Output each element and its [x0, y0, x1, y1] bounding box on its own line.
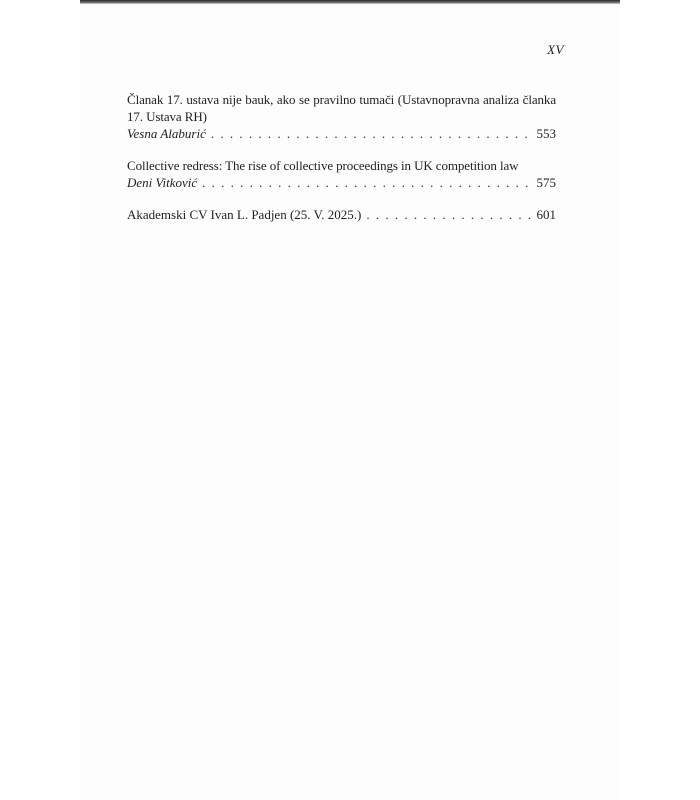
toc-entry[interactable]: [127, 206, 556, 223]
page-number: XV: [547, 42, 564, 57]
dot-leader: [366, 206, 532, 223]
toc-entry-page: 553: [536, 126, 556, 141]
toc-entry[interactable]: [127, 91, 556, 142]
toc-entry-page: 601: [536, 207, 556, 222]
toc-entry-author-line: [127, 125, 556, 142]
toc-entry-title: Članak 17. ustava nije bauk, ako se pravilno tumači (Ustavnopravna analiza članka 17. Ustava RH): [127, 92, 556, 124]
toc-entry-author: Vesna Alaburić: [127, 126, 206, 141]
document-page: [80, 4, 620, 800]
dot-leader: [211, 125, 533, 142]
toc-entry-author-line: [127, 174, 556, 191]
toc-entry-title-line: [127, 206, 556, 223]
toc-entry-author: Deni Vitković: [127, 175, 198, 190]
table-of-contents: [127, 91, 556, 238]
toc-entry-title: Collective redress: The rise of collective proceedings in UK competition law: [127, 158, 519, 173]
toc-entry-page: 575: [536, 175, 556, 190]
toc-entry-title: Akademski CV Ivan L. Padjen (25. V. 2025.): [127, 207, 362, 222]
dot-leader: [202, 174, 532, 191]
toc-entry[interactable]: [127, 157, 556, 191]
